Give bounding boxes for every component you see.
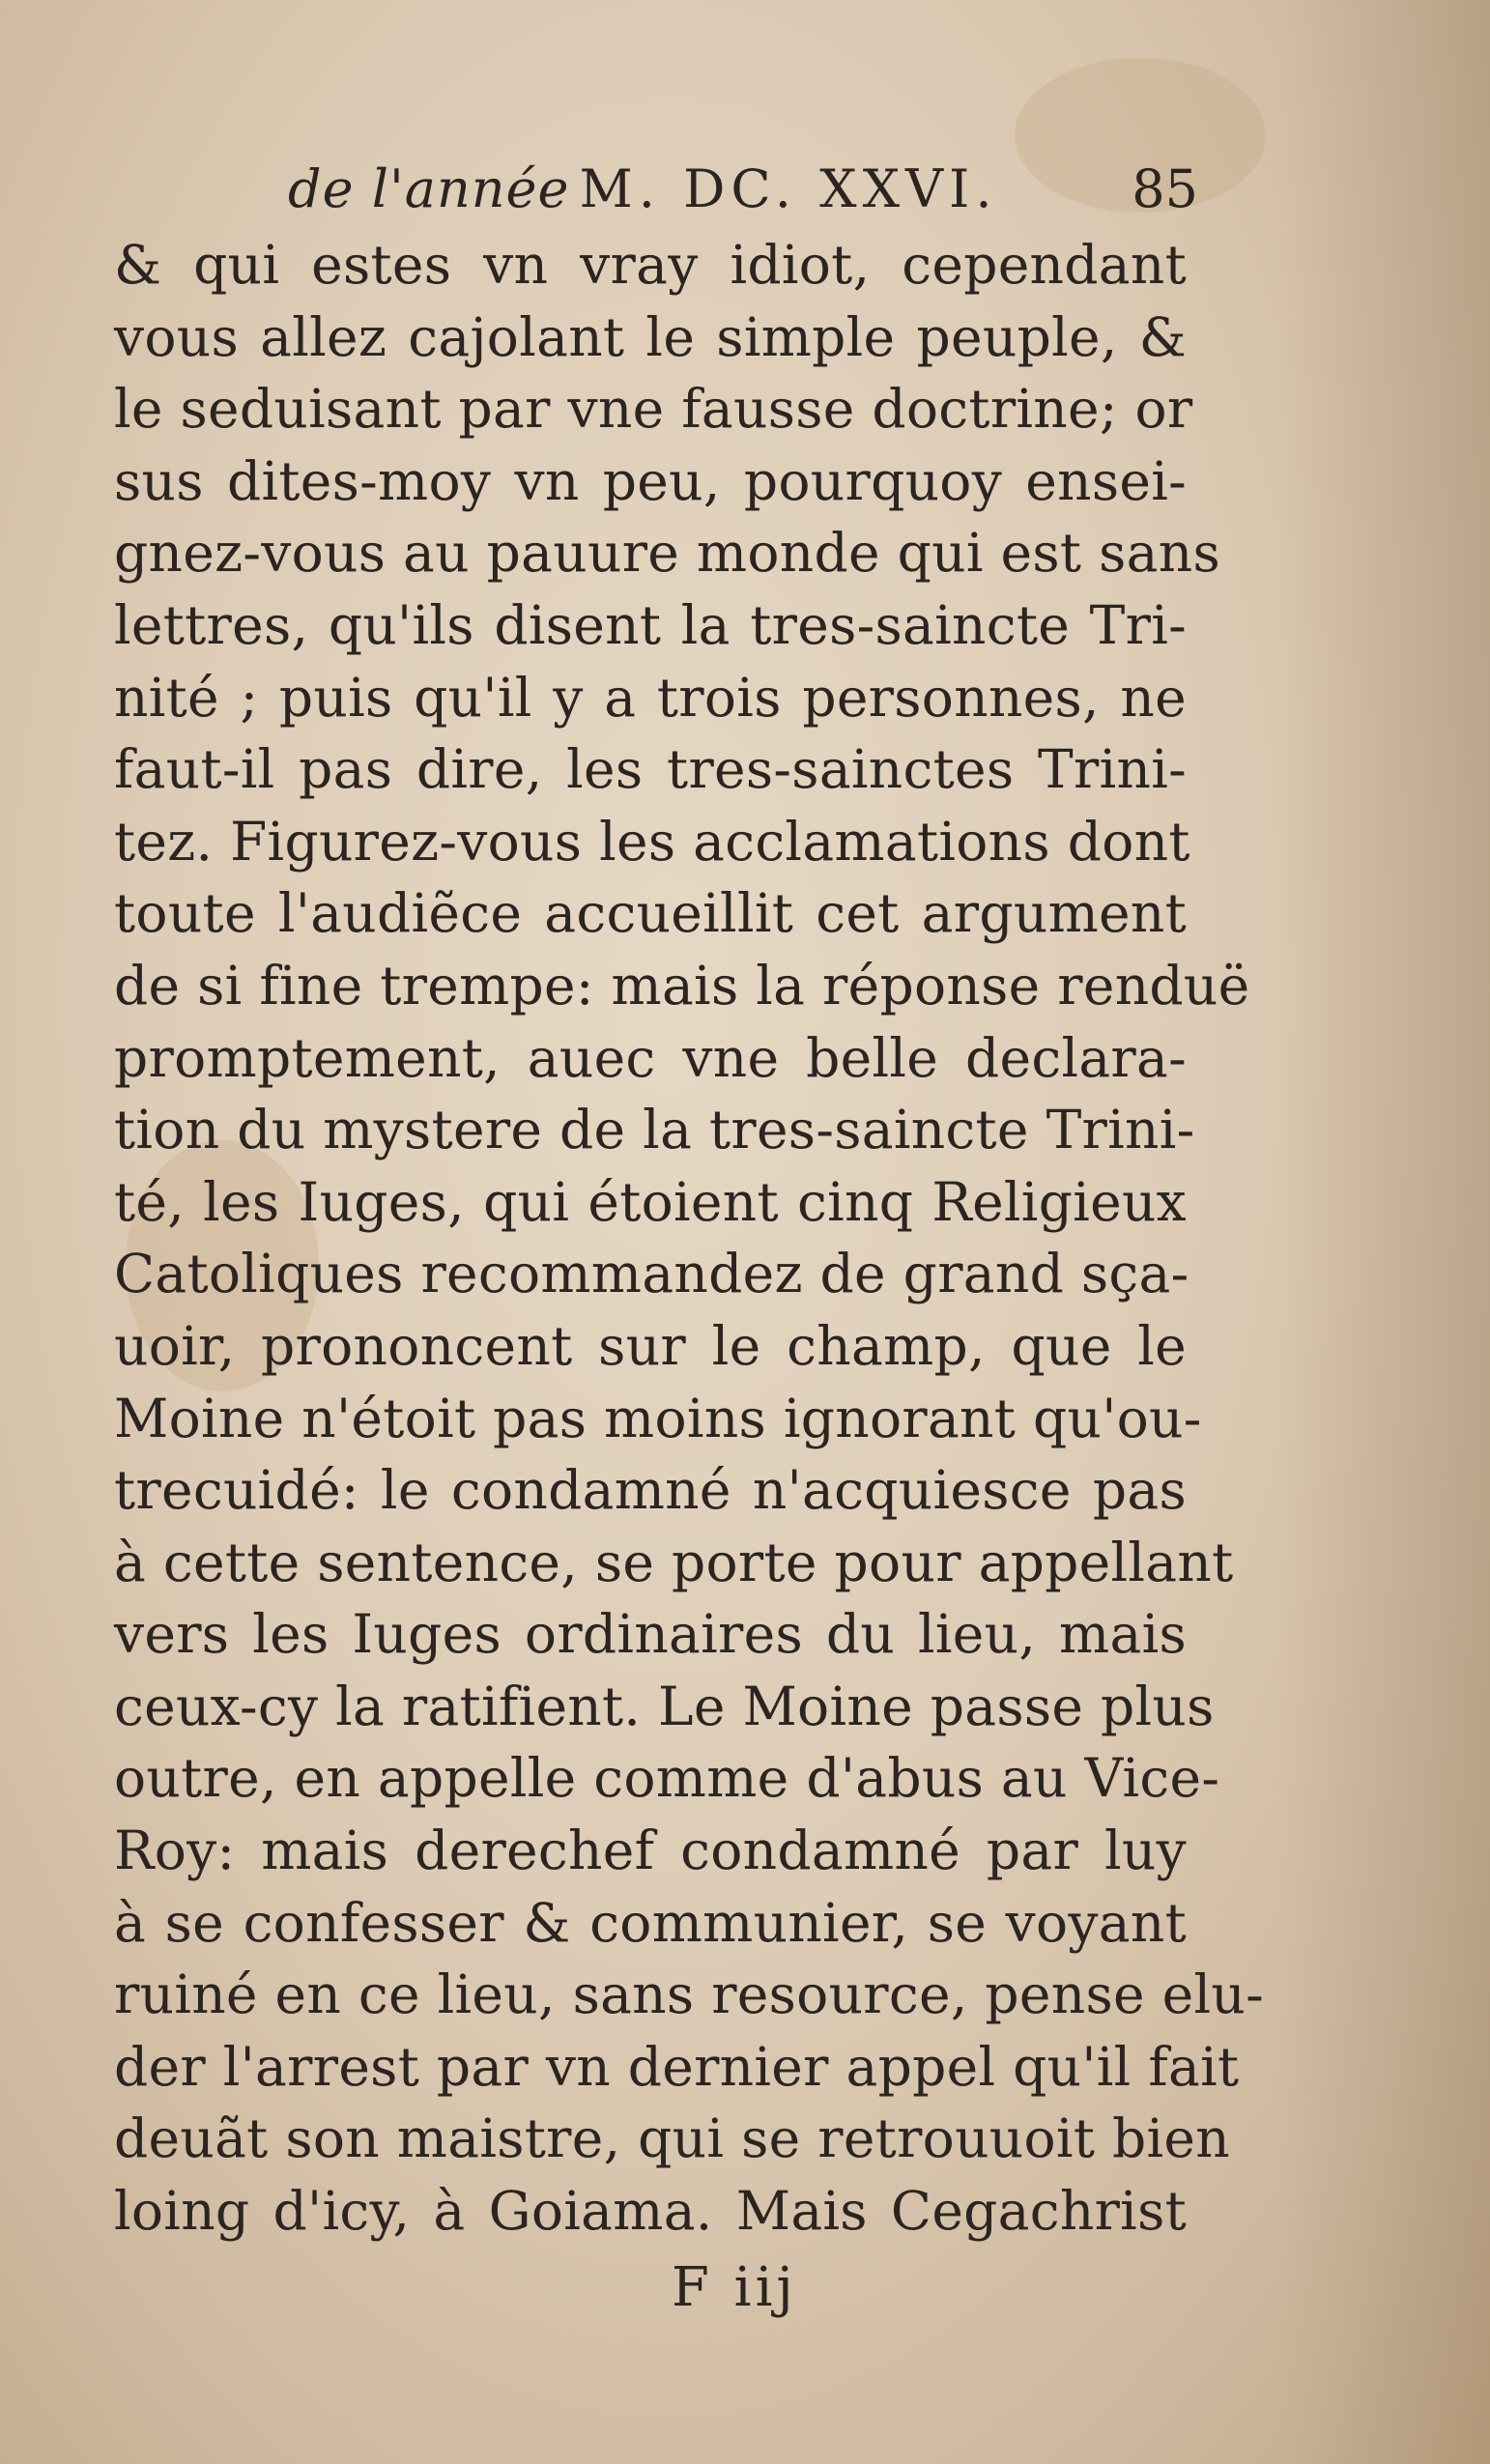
text-line: trecuidé: le condamné n'acquiesce pas bbox=[114, 1459, 1187, 1522]
signature-mark: F iij bbox=[672, 2256, 797, 2319]
text-block bbox=[114, 150, 1265, 2248]
text-line: tion du mystere de la tres-saincte Trini- bbox=[114, 1099, 1195, 1161]
text-line: le seduisant par vne fausse doctrine; or bbox=[114, 378, 1193, 441]
text-line: nité ; puis qu'il y a trois personnes, ne bbox=[114, 666, 1187, 729]
text-line: lettres, qu'ils disent la tres-saincte Tri- bbox=[114, 593, 1187, 656]
text-line: ceux-cy la ratifient. Le Moine passe plus bbox=[114, 1675, 1215, 1737]
text-line: uoir, prononcent sur le champ, que le bbox=[114, 1314, 1187, 1377]
body-text bbox=[114, 229, 1265, 2248]
text-line: de si fine trempe: mais la réponse renduë bbox=[114, 954, 1250, 1017]
text-line: Moine n'étoit pas moins ignorant qu'ou- bbox=[114, 1387, 1202, 1449]
running-head-title bbox=[288, 150, 998, 229]
page-number: 85 bbox=[1132, 158, 1198, 219]
text-line: vous allez cajolant le simple peuple, & bbox=[114, 305, 1187, 368]
text-line: sus dites-moy vn peu, pourquoy ensei- bbox=[114, 449, 1187, 512]
text-line: loing d'icy, à Goiama. Mais Cegachrist bbox=[114, 2180, 1187, 2243]
running-head-title-text: de l'année bbox=[288, 158, 570, 219]
text-line: ruiné en ce lieu, sans resource, pense elu- bbox=[114, 1963, 1265, 2026]
text-line: té, les Iuges, qui étoient cinq Religieux bbox=[114, 1170, 1187, 1233]
text-line: outre, en appelle comme d'abus au Vice- bbox=[114, 1747, 1220, 1810]
text-line: Roy: mais derechef condamné par luy bbox=[114, 1819, 1187, 1882]
running-head bbox=[114, 150, 1198, 229]
text-line: à se confesser & communier, se voyant bbox=[114, 1891, 1187, 1954]
text-line: der l'arrest par vn dernier appel qu'il fait bbox=[114, 2035, 1240, 2098]
page-edge-shadow bbox=[1277, 0, 1490, 2464]
text-line: tez. Figurez-vous les acclamations dont bbox=[114, 810, 1190, 873]
running-head-date: M. DC. XXVI. bbox=[579, 158, 998, 219]
text-line: vers les Iuges ordinaires du lieu, mais bbox=[114, 1603, 1187, 1666]
text-line: toute l'audiẽce accueillit cet argument bbox=[114, 882, 1187, 945]
text-line: gnez-vous au pauure monde qui est sans bbox=[114, 522, 1220, 585]
text-line: Catoliques recommandez de grand sça- bbox=[114, 1243, 1189, 1305]
text-line: & qui estes vn vray idiot, cependant bbox=[114, 234, 1187, 296]
text-line: deuãt son maistre, qui se retrouuoit bien bbox=[114, 2107, 1230, 2170]
text-line: faut-il pas dire, les tres-sainctes Trini- bbox=[114, 738, 1187, 801]
text-line: à cette sentence, se porte pour appellant bbox=[114, 1531, 1234, 1593]
text-line: promptement, auec vne belle declara- bbox=[114, 1026, 1187, 1089]
